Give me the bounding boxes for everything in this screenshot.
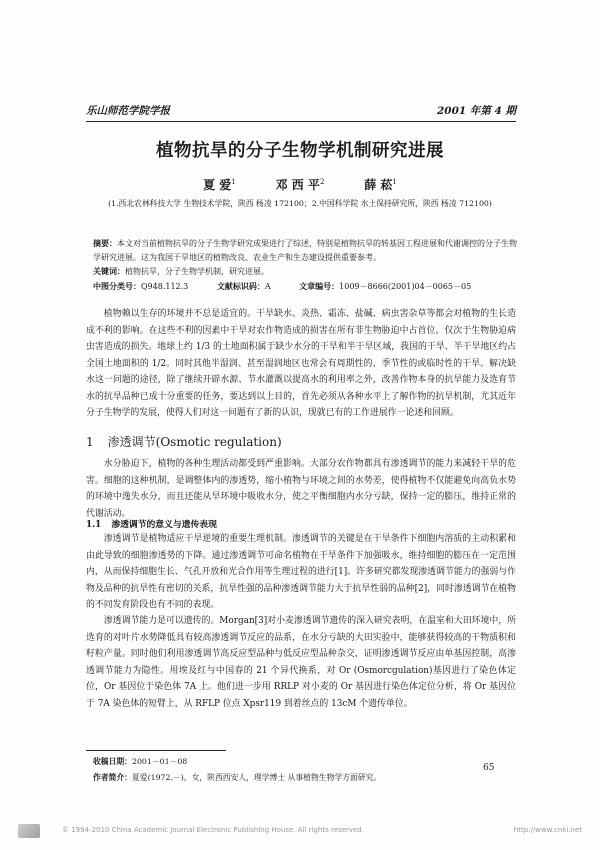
- subsection-paragraph-1: 渗透调节是植物适应干旱逆境的重要生理机制。渗透调节的关键是在干旱条件下细胞内溶质的主动积累和由此导致的细胞渗透势的下降。通过渗透调节可命名植物在干旱条件下加强吸水，维持细胞的膨压在一定范围内，从而保持细胞生长、气孔开放和光合作用等生理过程的进行[1]。许多研究都发现渗透调节能力的强弱与作物及品种的抗旱性有密切的关系，抗旱性强的品种渗透调节能力大于抗旱性弱的品种[2]，同时渗透调节在植物的不同发育阶段也有不同的表现。: [86, 534, 516, 610]
- footnote-author: 作者简介：夏爱(1972.－)，女，陕西西安人，理学博士 从事植物生物学方面研究。: [93, 773, 382, 782]
- section-heading: 1 渗透调节(Osmotic regulation): [86, 435, 282, 449]
- author-2: 邓 西 平$^2$: [275, 178, 325, 192]
- copyright-text: © 1994-2010 China Academic Journal Electronic Publishing House. All rights reserved.: [62, 826, 364, 834]
- publisher-logo-icon: [18, 824, 40, 838]
- header-rule: [86, 121, 516, 122]
- affiliations: (1.西北农林科技大学 生物技术学院，陕西 杨凌 172100；2.中国科学院 水土保持研究所，陕西 杨凌 712100): [108, 199, 492, 208]
- classification-line: 中图分类号：Q948.112.3 文献标识码：A 文章编号：1009－8666(2001)04－0065－05: [93, 281, 472, 291]
- page-footer: [18, 826, 582, 838]
- intro-paragraph: 植物赖以生存的环境并不总是适宜的。干旱缺水、炎热、霜冻、盐碱、病虫害杂草等都会对植物的生长造成不利的影响。在这些不利的因素中干旱对农作物造成的损害在所有非生物胁迫中占首位，仅次于生物胁迫病虫害造成的损失。地球上约 1/3 的土地面积属于缺少水分的干旱和半干旱区域，我国的干旱、半干旱地区约占全国土地面积的 1/2。同时其他半湿润、甚至湿润地区也常会有周期性的、季节性的或临时性的干旱。解决缺水这一问题的途径，除了继续开辟水源、节水灌溉以提高水的利用率之外，改善作物本身的抗旱能力及选育节水的抗旱品种已成十分重要的任务，要达到以上目的，首先必须从各种水平上了解作物的抗旱机制，尤其近年分子生物学的发展，使得人们对这一问题有了新的认识，现就已有的工作进展作一论述和回顾。: [86, 309, 516, 418]
- keywords-text: 植物抗旱，分子生物学机制，研究进展。: [125, 267, 269, 276]
- keywords: [93, 264, 523, 279]
- abstract: [93, 236, 523, 265]
- author-3: 薛 菘$^1$: [364, 178, 397, 192]
- subsection-paragraph-2: 渗透调节能力是可以遗传的。Morgan[3]对小麦渗透调节遗传的深入研究表明，在温室和大田环境中，所选育的对叶片水势降低具有较高渗透调节反应的品系，在水分亏缺的大田实验中，能够获得较高的干物质积和籽粒产量。同时他们利用渗透调节高反应型品种与低反应型品种杂交，证明渗透调节反应由单基因控制，高渗透调节能力为隐性。用埃及红与中国春的 21 个异代换系，对 Or (Osmorcgulation)基因进行了染色体定位，Or 基因位于染色体 7A 上。他们进一步用 RRLP 对小麦的 Or 基因进行染色体定位分析，将 Or 基因位于 7A 染色体的短臂上，从 RFLP 位点 Xpsr119 到着丝点的 13cM 个遗传单位。: [86, 616, 516, 709]
- issue-label: 2001 年第 4 期: [437, 105, 516, 117]
- footnote-received: 收稿日期：2001－01－08: [93, 757, 188, 766]
- abstract-text: 本文对当前植物抗旱的分子生物学研究成果进行了综述，特别是植物抗旱的转基因工程进展和代谢调控的分子生物学研究进展。这为我国干旱地区的植物改良、农业生产和生态建设提供重要参考。: [93, 239, 517, 262]
- running-header: [86, 103, 516, 117]
- page-number: 65: [483, 763, 495, 773]
- author-list: [0, 176, 600, 193]
- section1-paragraph: 水分胁迫下，植物的各种生理活动都受到严重影响。大部分农作物都具有渗透调节的能力来减轻干旱的危害。细胞的这种机制，是调整体内的渗透势，缩小植物与环境之间的水势差，使得植物不仅能避免向高负水势的环境中逸失水分，而且还能从旱环境中吸收水分，使之平衡细胞内水分亏缺，保持一定的膨压，维持正常的代谢活动。: [86, 459, 516, 519]
- footnote-rule: [86, 750, 226, 751]
- journal-name: 乐山师范学院学报: [86, 105, 170, 117]
- paper-title: 植物抗旱的分子生物学机制研究进展: [156, 141, 444, 161]
- footer-link[interactable]: http://www.cnki.net: [513, 826, 582, 834]
- subsection-heading: 1.1 渗透调节的意义与遗传表现: [86, 520, 217, 530]
- author-1: 夏 爱$^1$: [203, 178, 236, 192]
- abstract-label: 摘要：: [93, 238, 117, 248]
- keywords-label: 关键词：: [93, 266, 125, 276]
